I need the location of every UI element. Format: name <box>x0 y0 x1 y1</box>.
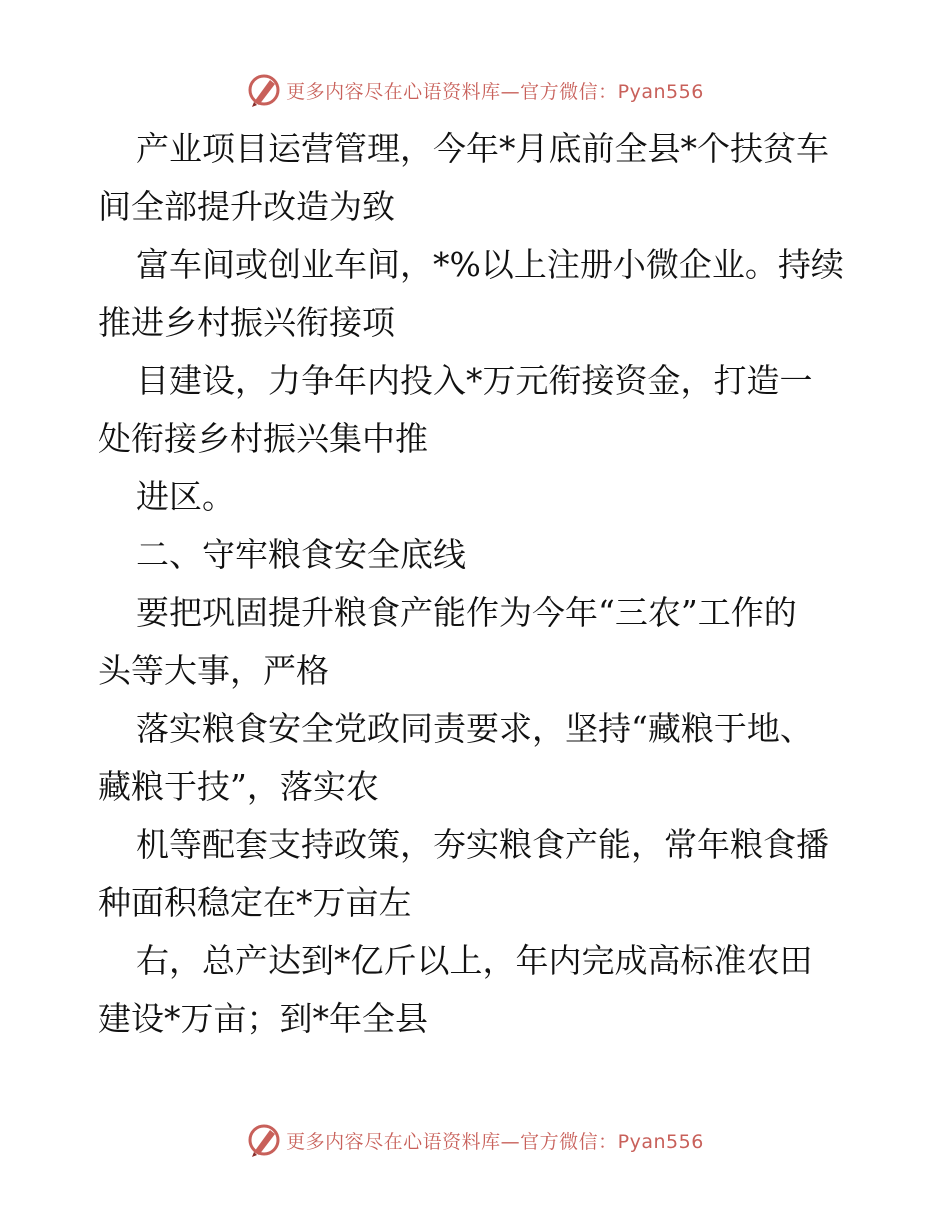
paragraph-line: 落实粮食安全党政同责要求，坚持“藏粮于地、 <box>136 709 813 748</box>
pen-circle-icon <box>246 1122 282 1158</box>
document-body <box>98 120 858 1048</box>
paragraph-line: 目建设，力争年内投入*万元衔接资金，打造一 <box>136 361 813 400</box>
paragraph-line: 种面积稳定在*万亩左 <box>98 883 412 922</box>
paragraph <box>98 468 858 526</box>
paragraph-line: 机等配套支持政策，夯实粮食产能，常年粮食播 <box>136 825 829 864</box>
section-heading <box>98 526 858 584</box>
paragraph-line: 藏粮于技”，落实农 <box>98 767 379 806</box>
paragraph <box>98 584 858 700</box>
paragraph-line: 进区。 <box>136 477 235 516</box>
paragraph-line: 富车间或创业车间，*%以上注册小微企业。持续 <box>136 245 844 284</box>
section-heading-text: 二、守牢粮食安全底线 <box>136 535 466 574</box>
watermark-text: 更多内容尽在心语资料库—官方微信：Pyan556 <box>286 1130 704 1153</box>
paragraph-line: 头等大事，严格 <box>98 651 329 690</box>
pen-circle-icon <box>246 72 282 108</box>
watermark-text: 更多内容尽在心语资料库—官方微信：Pyan556 <box>286 80 704 103</box>
paragraph <box>98 236 858 352</box>
paragraph <box>98 120 858 236</box>
footer-watermark <box>0 1118 950 1162</box>
paragraph-line: 处衔接乡村振兴集中推 <box>98 419 428 458</box>
paragraph-line: 右，总产达到*亿斤以上，年内完成高标准农田 <box>136 941 813 980</box>
paragraph <box>98 700 858 816</box>
paragraph-line: 要把巩固提升粮食产能作为今年“三农”工作的 <box>136 593 797 632</box>
paragraph <box>98 816 858 932</box>
paragraph <box>98 352 858 468</box>
paragraph-line: 推进乡村振兴衔接项 <box>98 303 395 342</box>
paragraph-line: 间全部提升改造为致 <box>98 187 395 226</box>
paragraph <box>98 932 858 1048</box>
header-watermark <box>0 68 950 112</box>
paragraph-line: 建设*万亩；到*年全县 <box>98 999 428 1038</box>
paragraph-line: 产业项目运营管理，今年*月底前全县*个扶贫车 <box>136 129 829 168</box>
